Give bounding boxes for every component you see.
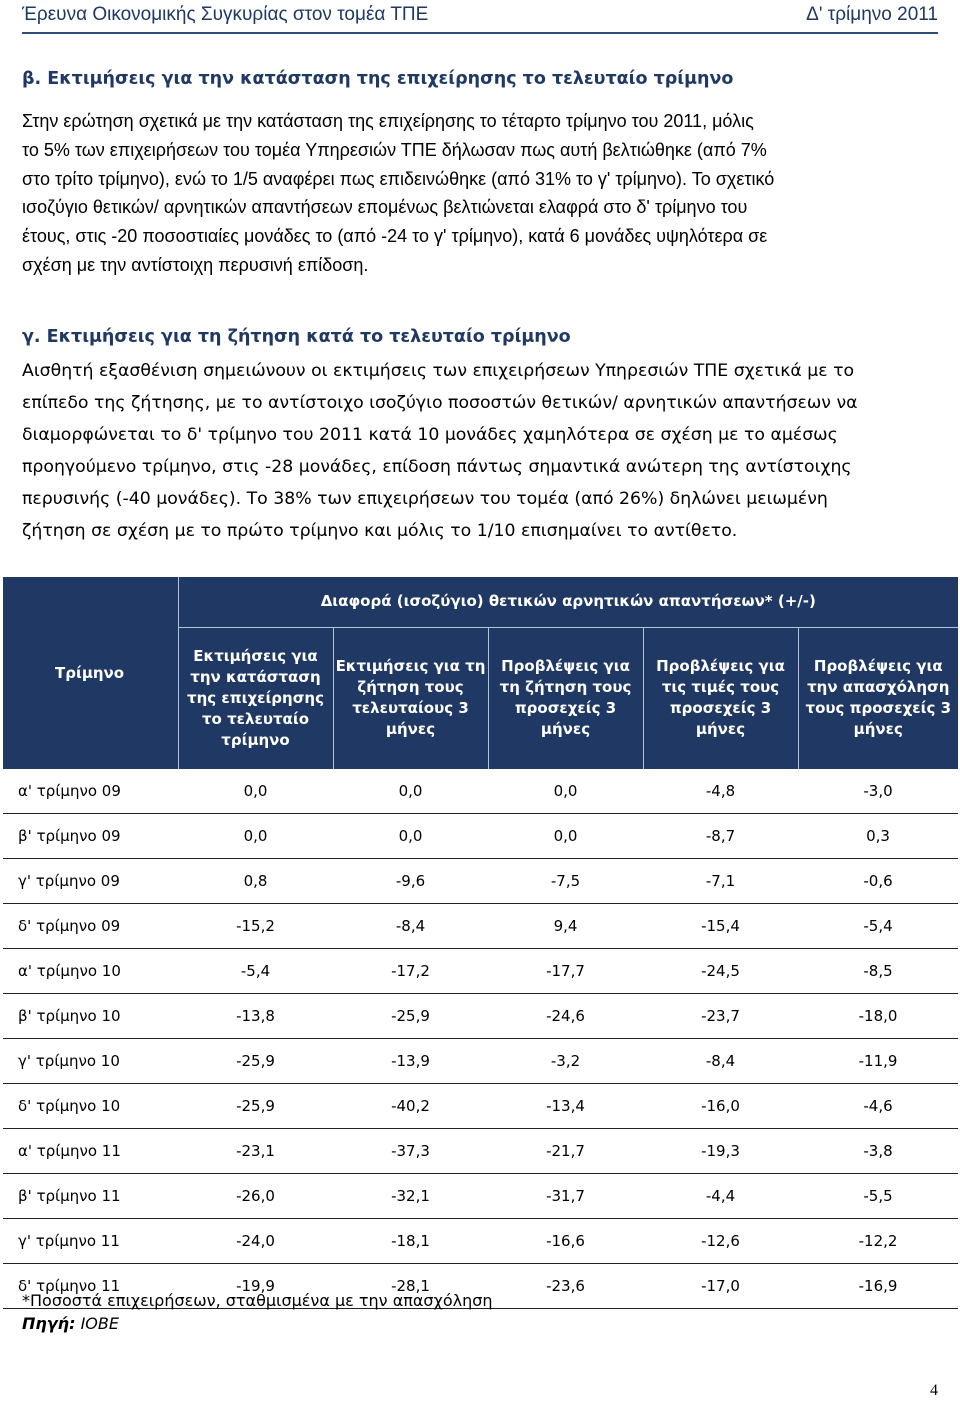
value-cell: -18,1 [333,1219,488,1264]
value-cell: -7,1 [643,859,798,904]
period-cell: δ' τρίμηνο 10 [3,1084,178,1129]
column-header: Προβλέψεις για τη ζήτηση τους προσεχείς 3 μήνες [488,627,643,769]
value-cell: -17,2 [333,949,488,994]
period-cell: δ' τρίμηνο 09 [3,904,178,949]
page-number: 4 [930,1382,938,1399]
paragraph-line: ισοζύγιο θετικών/ αρνητικών απαντήσεων επομένως βελτιώνεται ελαφρά στο δ' τρίμηνο του [22,197,748,218]
value-cell: -25,9 [178,1039,333,1084]
value-cell: -16,6 [488,1219,643,1264]
value-cell: -19,3 [643,1129,798,1174]
column-header: Προβλέψεις για την απασχόληση τους προσεχείς 3 μήνες [798,627,958,769]
table-source [22,1314,119,1333]
value-cell: 0,0 [333,814,488,859]
value-cell: -13,4 [488,1084,643,1129]
value-cell: 0,3 [798,814,958,859]
paragraph-line: περυσινής (-40 μονάδες). Το 38% των επιχειρήσεων του τομέα (από 26%) δηλώνει μειωμένη [22,489,828,509]
table-row [3,1219,958,1264]
value-cell: -31,7 [488,1174,643,1219]
paragraph-line: το 5% των επιχειρήσεων του τομέα Υπηρεσιών ΤΠΕ δήλωσαν πως αυτή βελτιώθηκε (από 7% [22,139,767,160]
value-cell: -13,8 [178,994,333,1039]
value-cell: -5,4 [798,904,958,949]
value-cell: -8,4 [333,904,488,949]
value-cell: -24,0 [178,1219,333,1264]
period-cell: β' τρίμηνο 11 [3,1174,178,1219]
header-title: Έρευνα Οικονομικής Συγκυρίας στον τομέα ΤΠΕ [22,4,429,25]
value-cell: 0,0 [178,814,333,859]
value-cell: -17,7 [488,949,643,994]
value-cell: -18,0 [798,994,958,1039]
value-cell: -37,3 [333,1129,488,1174]
value-cell: -23,7 [643,994,798,1039]
value-cell: -28,1 [333,1264,488,1309]
value-cell: -3,2 [488,1039,643,1084]
value-cell: -16,0 [643,1084,798,1129]
value-cell: -8,4 [643,1039,798,1084]
period-cell: γ' τρίμηνο 11 [3,1219,178,1264]
paragraph-line: διαμορφώνεται το δ' τρίμηνο του 2011 κατά 10 μονάδες χαμηλότερα σε σχέση με το αμέσως [22,425,838,445]
section-c-paragraph [22,355,940,547]
value-cell: -19,9 [178,1264,333,1309]
value-cell: 0,0 [333,769,488,814]
period-cell: β' τρίμηνο 10 [3,994,178,1039]
section-b-title: β. Εκτιμήσεις για την κατάσταση της επιχείρησης το τελευταίο τρίμηνο [22,69,734,89]
group-header: Διαφορά (ισοζύγιο) θετικών αρνητικών απαντήσεων* (+/-) [178,577,958,627]
value-cell: -32,1 [333,1174,488,1219]
value-cell: -3,0 [798,769,958,814]
table-row [3,814,958,859]
table-row [3,904,958,949]
period-cell: γ' τρίμηνο 09 [3,859,178,904]
table-row [3,949,958,994]
period-cell: β' τρίμηνο 09 [3,814,178,859]
column-header: Εκτιμήσεις για τη ζήτηση τους τελευταίους 3 μήνες [333,627,488,769]
value-cell: -0,6 [798,859,958,904]
paragraph-line: Αισθητή εξασθένιση σημειώνουν οι εκτιμήσεις των επιχειρήσεων Υπηρεσιών ΤΠΕ σχετικά με το [22,361,855,381]
value-cell: -21,7 [488,1129,643,1174]
table-row [3,1084,958,1129]
value-cell: -8,7 [643,814,798,859]
value-cell: -4,8 [643,769,798,814]
column-header: Εκτιμήσεις για την κατάσταση της επιχείρησης το τελευταίο τρίμηνο [178,627,333,769]
table-row [3,859,958,904]
paragraph-line: επίπεδο της ζήτησης, με το αντίστοιχο ισοζύγιο ποσοστών θετικών/ αρνητικών απαντήσεων να [22,393,858,413]
paragraph-line: έτους, στις -20 ποσοστιαίες μονάδες το (από -24 το γ' τρίμηνο), κατά 6 μονάδες υψηλότερα σε [22,226,768,247]
value-cell: -16,9 [798,1264,958,1309]
period-cell: γ' τρίμηνο 10 [3,1039,178,1084]
paragraph-line: σχέση με την αντίστοιχη περυσινή επίδοση. [22,254,369,275]
header-period: Δ' τρίμηνο 2011 [806,4,938,25]
value-cell: -15,4 [643,904,798,949]
section-b-paragraph [22,107,940,280]
table-footnote: *Ποσοστά επιχειρήσεων, σταθμισμένα με την απασχόληση [22,1291,493,1310]
value-cell: -7,5 [488,859,643,904]
paragraph-line: προηγούμενο τρίμηνο, στις -28 μονάδες, επίδοση πάντως σημαντικά ανώτερη της αντίστοιχης [22,457,852,477]
section-c-title: γ. Εκτιμήσεις για τη ζήτηση κατά το τελευταίο τρίμηνο [22,327,571,347]
value-cell: 9,4 [488,904,643,949]
page-header [22,4,938,34]
source-value: ΙΟΒΕ [80,1314,119,1333]
column-header: Προβλέψεις για τις τιμές τους προσεχείς 3 μήνες [643,627,798,769]
table-row [3,1129,958,1174]
value-cell: -4,4 [643,1174,798,1219]
value-cell: -12,6 [643,1219,798,1264]
value-cell: -5,5 [798,1174,958,1219]
value-cell: -5,4 [178,949,333,994]
value-cell: 0,8 [178,859,333,904]
value-cell: -24,6 [488,994,643,1039]
period-cell: δ' τρίμηνο 11 [3,1264,178,1309]
balance-table [3,577,958,1309]
table-row [3,1039,958,1084]
value-cell: 0,0 [488,769,643,814]
value-cell: -23,1 [178,1129,333,1174]
paragraph-line: ζήτηση σε σχέση με το πρώτο τρίμηνο και μόλις το 1/10 επισημαίνει το αντίθετο. [22,521,738,541]
value-cell: -15,2 [178,904,333,949]
value-cell: -25,9 [178,1084,333,1129]
paragraph-line: Στην ερώτηση σχετικά με την κατάσταση της επιχείρησης το τέταρτο τρίμηνο του 2011, μόλις [22,111,754,131]
period-header: Τρίμηνο [3,577,178,769]
value-cell: 0,0 [178,769,333,814]
value-cell: 0,0 [488,814,643,859]
table-row [3,994,958,1039]
period-cell: α' τρίμηνο 10 [3,949,178,994]
value-cell: -12,2 [798,1219,958,1264]
value-cell: -24,5 [643,949,798,994]
source-label: Πηγή: [22,1314,76,1333]
value-cell: -25,9 [333,994,488,1039]
value-cell: -17,0 [643,1264,798,1309]
value-cell: -4,6 [798,1084,958,1129]
value-cell: -8,5 [798,949,958,994]
value-cell: -3,8 [798,1129,958,1174]
table-row [3,769,958,814]
value-cell: -11,9 [798,1039,958,1084]
value-cell: -23,6 [488,1264,643,1309]
paragraph-line: στο τρίτο τρίμηνο), ενώ το 1/5 αναφέρει πως επιδεινώθηκε (από 31% το γ' τρίμηνο). Το σχετικό [22,168,775,189]
period-cell: α' τρίμηνο 09 [3,769,178,814]
value-cell: -13,9 [333,1039,488,1084]
value-cell: -26,0 [178,1174,333,1219]
value-cell: -9,6 [333,859,488,904]
table-row [3,1174,958,1219]
period-cell: α' τρίμηνο 11 [3,1129,178,1174]
value-cell: -40,2 [333,1084,488,1129]
